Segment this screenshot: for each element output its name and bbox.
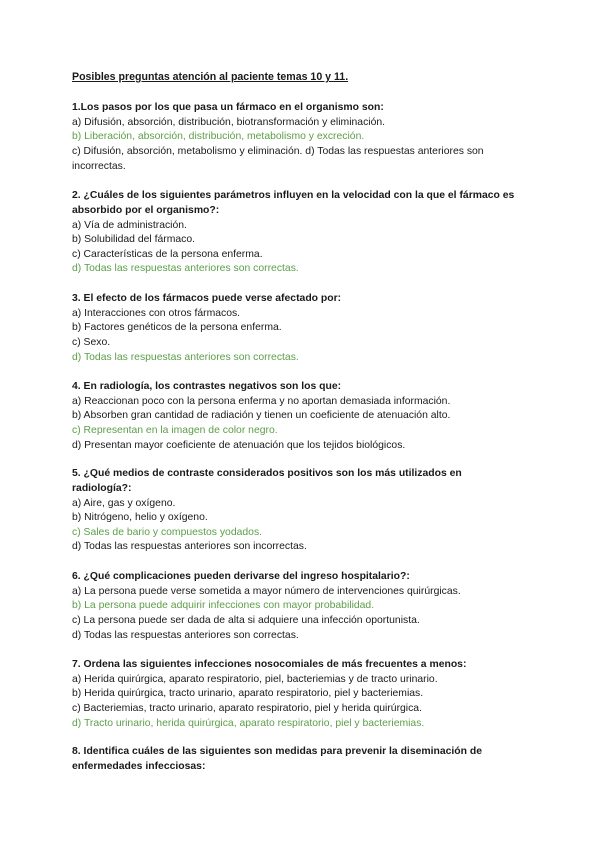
option-c: c) La persona puede ser dada de alta si adquiere una infección oportunista. xyxy=(72,614,420,626)
option-a: a) Aire, gas y oxígeno. xyxy=(72,497,176,509)
option-b: b) Solubilidad del fármaco. xyxy=(72,234,196,246)
option-a: a) Reaccionan poco con la persona enferma y no aportan demasiada información. xyxy=(72,395,451,407)
option-c-correct: c) Sales de bario y compuestos yodados. xyxy=(72,526,263,538)
option-d: d) Presentan mayor coeficiente de atenuación que los tejidos biológicos. xyxy=(72,439,406,451)
question-4 xyxy=(72,380,522,453)
question-1 xyxy=(72,101,522,174)
question-text: 6. ¿Qué complicaciones pueden derivarse del ingreso hospitalario?: xyxy=(72,571,410,582)
question-text: 4. En radiología, los contrastes negativos son los que: xyxy=(72,381,342,392)
question-2 xyxy=(72,189,522,277)
option-a: a) La persona puede verse sometida a mayor número de intervenciones quirúrgicas. xyxy=(72,585,461,597)
question-text: 2. ¿Cuáles de los siguientes parámetros influyen en la velocidad con la que el fármaco es absorbido por el organismo?: xyxy=(72,190,515,216)
option-c: c) Difusión, absorción, metabolismo y eliminación. d) Todas las respuestas anteriores son incorrectas. xyxy=(72,145,484,172)
question-6 xyxy=(72,570,522,643)
option-d-correct: d) Todas las respuestas anteriores son correctas. xyxy=(72,263,299,275)
option-b: b) Factores genéticos de la persona enferma. xyxy=(72,322,282,334)
question-text: 3. El efecto de los fármacos puede verse afectado por: xyxy=(72,293,342,304)
question-text: 5. ¿Qué medios de contraste considerados positivos son los más utilizados en radiología?: xyxy=(72,468,462,494)
option-c-correct: c) Representan en la imagen de color negro. xyxy=(72,424,278,436)
option-b-correct: b) Liberación, absorción, distribución, metabolismo y excreción. xyxy=(72,131,365,143)
question-text: 7. Ordena las siguientes infecciones nosocomiales de más frecuentes a menos: xyxy=(72,659,467,670)
question-text: 1.Los pasos por los que pasa un fármaco en el organismo son: xyxy=(72,102,384,113)
option-d-correct: d) Todas las respuestas anteriores son correctas. xyxy=(72,351,299,363)
document-title: Posibles preguntas atención al paciente temas 10 y 11. xyxy=(72,71,349,83)
option-a: a) Interacciones con otros fármacos. xyxy=(72,307,241,319)
option-a: a) Vía de administración. xyxy=(72,219,187,231)
option-d: d) Todas las respuestas anteriores son incorrectas. xyxy=(72,541,307,553)
option-b: b) Herida quirúrgica, tracto urinario, aparato respiratorio, piel y bacteriemias. xyxy=(72,688,424,700)
option-b-correct: b) La persona puede adquirir infecciones con mayor probabilidad. xyxy=(72,600,375,612)
option-d: d) Todas las respuestas anteriores son correctas. xyxy=(72,629,299,641)
question-7 xyxy=(72,658,522,731)
option-a: a) Herida quirúrgica, aparato respiratorio, piel, bacteriemias y de tracto urinario. xyxy=(72,673,438,685)
option-d-correct: d) Tracto urinario, herida quirúrgica, aparato respiratorio, piel y bacteriemias. xyxy=(72,717,425,729)
question-8 xyxy=(72,745,522,775)
option-b: b) Absorben gran cantidad de radiación y tienen un coeficiente de atenuación alto. xyxy=(72,410,451,422)
question-5 xyxy=(72,467,522,555)
option-c: c) Sexo. xyxy=(72,336,111,348)
option-c: c) Características de la persona enferma. xyxy=(72,248,263,260)
question-3 xyxy=(72,292,522,365)
option-c: c) Bacteriemias, tracto urinario, aparato respiratorio, piel y herida quirúrgica. xyxy=(72,702,422,714)
option-a: a) Difusión, absorción, distribución, biotransformación y eliminación. xyxy=(72,116,386,128)
question-text: 8. Identifica cuáles de las siguientes son medidas para prevenir la diseminación de enfermedades infecciosas: xyxy=(72,746,483,772)
option-b: b) Nitrógeno, helio y oxígeno. xyxy=(72,512,208,524)
